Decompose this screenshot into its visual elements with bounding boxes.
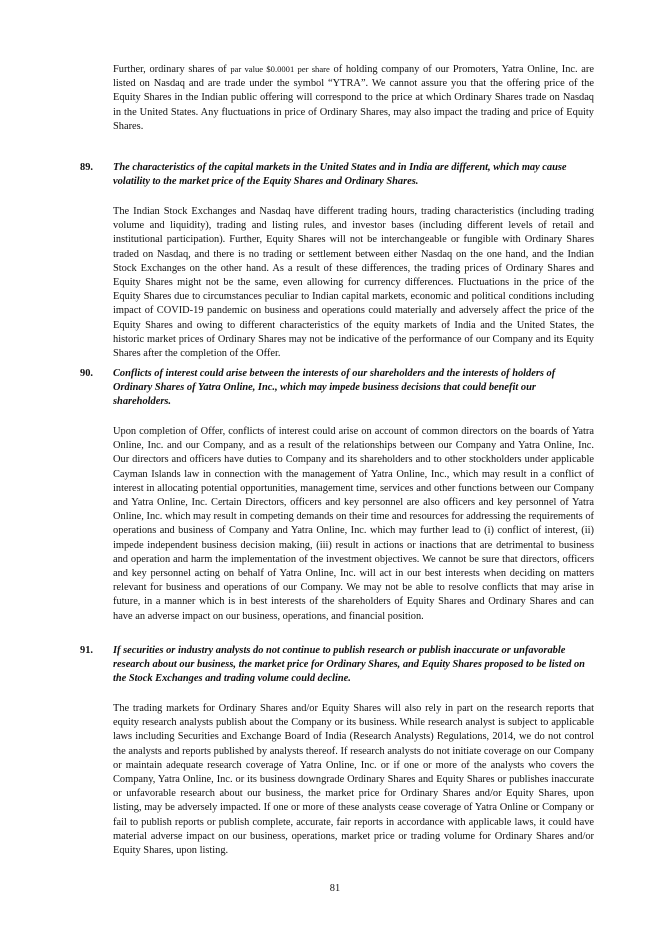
risk-factor-number: 91. (80, 645, 93, 656)
risk-factor-number: 89. (80, 162, 93, 173)
risk-factor-body-91: The trading markets for Ordinary Shares and/or Equity Shares will also rely in part on the research reports that equity research analysts publish about the Company or its business. While research analyst is subject to applicable laws including Securities and Exchange Board of India (Research Analysts) Regulations, 2014, we do not control the analysts and reports published by analysts thereof. If research analysts do not initiate coverage on our Company or maintain adequate research coverage of Yatra Online, Inc. or if one or more of the analysts who covers the Company, Yatra Online, Inc. or its business downgrade Ordinary Shares and Equity Shares or publishes inaccurate or unfavorable research about our business, the market price for Ordinary Shares and/or Equity Shares, upon listing, may be adversely impacted. If one or more of these analysts cease coverage of Yatra Online or Company or fail to publish reports or publish complete, accurate, fair reports in accordance with applicable laws, it could have material adverse impact on our business, operations, market price or trading volume for Ordinary Shares and/or Equity Shares, upon listing. (113, 703, 594, 857)
intro-text-start: Further, ordinary shares of (113, 64, 231, 75)
risk-factor-title: The characteristics of the capital markets in the United States and in India are different, which may cause volatility to the market price of the Equity Shares and Ordinary Shares. (113, 162, 567, 188)
intro-paragraph (113, 62, 594, 134)
risk-factor-number: 90. (80, 368, 93, 379)
risk-factor-heading-90 (80, 367, 594, 410)
risk-factor-body-90: Upon completion of Offer, conflicts of interest could arise on account of common directors on the boards of Yatra Online, Inc. and our Company, and as a result of the relationships between our Company and Yatra Online, Inc. Our directors and officers have duties to Company and its shareholders and to other stockholders under applicable Cayman Islands law in connection with the management of Yatra Online, Inc., which may result in a conflict of interest in allocating potential opportunities, management time, services and other functions between our Company and Yatra Online, Inc. Certain Directors, officers and key personnel are also officers and key personnel of Yatra Online, Inc. which may result in competing demands on their time and resources for addressing the requirements of operations and business of Company and Yatra Online, Inc. which may further lead to (i) conflict of interest, (ii) impede independent business decision making, (iii) result in actions or inactions that are detrimental to business and operation and harm the implementation of the investment objectives. We cannot be sure that directors, officers and key personnel acting on behalf of Yatra Online, Inc. will act in our best interests when deciding on matters relevant for business and operations of our Company. We may not be able to resolve conflicts that may arise in future, in a manner which is in best interests of the shareholders of Equity Shares and Ordinary Shares and can have an adverse impact on our business, operations, and financial position. (113, 426, 594, 622)
page-number: 81 (329, 883, 341, 894)
risk-factor-title: Conflicts of interest could arise between the interests of our shareholders and the interests of holders of Ordinary Shares of Yatra Online, Inc., which may impede business decisions that could benefit our shareholders. (113, 368, 556, 408)
intro-text-end: of holding company of our Promoters, Yatra Online, Inc. are listed on Nasdaq and are trade under the symbol “YTRA”. We cannot assure you that the offering price of the Equity Shares in the Indian public offering will correspond to the price at which Ordinary Shares trade on Nasdaq in the United States. Any fluctuations in price of Ordinary Shares, may also impact the trading and price of Equity Shares. (113, 64, 594, 132)
risk-factor-body-89: The Indian Stock Exchanges and Nasdaq have different trading hours, trading characteristics (including trading volume and liquidity), trading and listing rules, and investor bases (including different levels of retail and institutional participation). Further, Equity Shares will not be interchangeable or fungible with Ordinary Shares traded on Nasdaq, and there is no trading or settlement between either Nasdaq on the one hand, and the Indian Stock Exchanges on the other hand. As a result of these differences, the trading prices of Ordinary Shares and Equity Shares might not be the same, even allowing for currency differences. Fluctuations in the price of the Equity Shares due to circumstances peculiar to Indian capital markets, economic and political conditions including impact of COVID-19 pandemic on business and operations could materially and adversely affect the price of the Equity Shares and owing to different characteristics of the equity markets of India and the United States, the historic market prices of Ordinary Shares may not be indicative of the performance of our Company and its Equity Shares after the completion of the Offer. (113, 206, 594, 360)
risk-factor-heading-91 (80, 644, 594, 687)
par-value-text: par value $0.0001 per share (230, 64, 330, 74)
risk-factor-heading-89 (80, 161, 594, 189)
risk-factor-title: If securities or industry analysts do not continue to publish research or publish inaccurate or unfavorable research about our business, the market price for Ordinary Shares, and Equity Shares proposed to be listed on the Stock Exchanges and trading volume could decline. (113, 645, 585, 685)
